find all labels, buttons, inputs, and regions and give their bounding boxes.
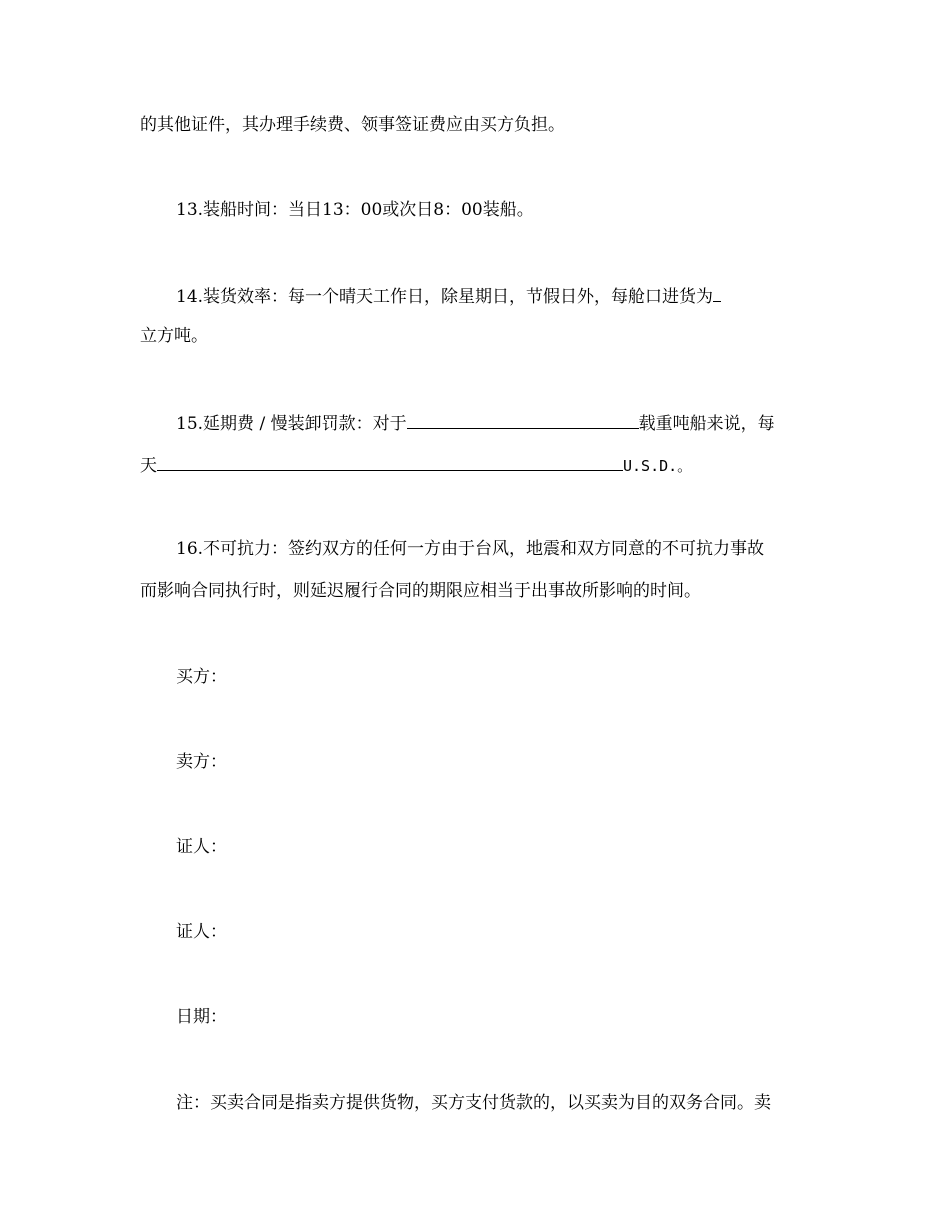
clause-15-text-2: 载重吨船来说，每 <box>638 414 775 434</box>
witness-text-2: 证人： <box>176 922 227 942</box>
loading-rate-blank <box>713 284 721 302</box>
tonnage-blank <box>407 411 639 429</box>
clause-13 <box>176 199 534 221</box>
clause-16-line2 <box>140 580 701 602</box>
continued-text-content: 的其他证件，其办理手续费、领事签证费应由买方负担。 <box>140 115 565 135</box>
witness-text-1: 证人： <box>176 837 227 857</box>
clause-15-line2 <box>140 453 692 477</box>
buyer-text: 买方： <box>176 667 227 687</box>
witness-label-1 <box>176 836 227 858</box>
note-text: 注：买卖合同是指卖方提供货物，买方支付货款的，以买卖为目的双务合同。卖 <box>176 1093 771 1113</box>
clause-15-text: 15.延期费 / 慢装卸罚款：对于 <box>176 414 407 434</box>
clause-13-text: 13.装船时间：当日13：00或次日8：00装船。 <box>176 200 534 220</box>
clause-16-text-2: 而影响合同执行时，则延迟履行合同的期限应相当于出事故所影响的时间。 <box>140 581 701 601</box>
clause-14-line2 <box>140 325 208 347</box>
clause-14-line1 <box>176 284 721 308</box>
date-text: 日期： <box>176 1007 227 1027</box>
witness-label-2 <box>176 921 227 943</box>
clause-14-unit: 立方吨。 <box>140 326 208 346</box>
clause-15-line1 <box>176 411 775 435</box>
clause-16-line1 <box>176 538 764 560</box>
seller-text: 卖方： <box>176 752 227 772</box>
seller-label <box>176 751 227 773</box>
clause-16-text: 16.不可抗力：签约双方的任何一方由于台风，地震和双方同意的不可抗力事故 <box>176 539 765 559</box>
clause-14-text: 14.装货效率：每一个晴天工作日，除星期日，节假日外，每舱口进货为 <box>176 287 714 307</box>
continued-text <box>140 114 565 136</box>
buyer-label <box>176 666 227 688</box>
clause-15-currency: U.S.D.。 <box>623 457 693 475</box>
date-label <box>176 1006 227 1028</box>
clause-15-day: 天 <box>140 456 157 476</box>
amount-blank <box>157 453 623 471</box>
note-line <box>176 1092 771 1114</box>
